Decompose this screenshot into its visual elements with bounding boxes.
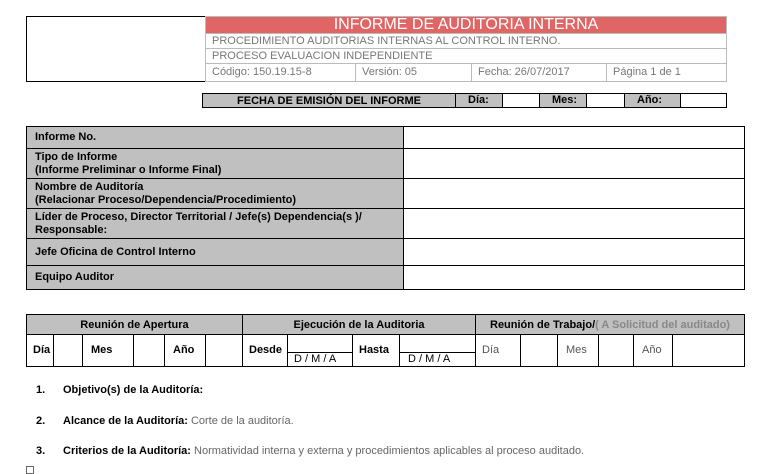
schedule-anio2-label: Año xyxy=(633,334,673,367)
info-row-jefe-field[interactable] xyxy=(403,238,745,266)
info-row-equipo-field[interactable] xyxy=(403,265,745,290)
schedule-trabajo-note: ( A Solicitud del auditado) xyxy=(595,318,730,331)
list-item-objetivo xyxy=(36,384,203,396)
schedule-anio-field[interactable] xyxy=(205,334,243,367)
schedule-dia-field[interactable] xyxy=(53,334,83,367)
header-meta-row xyxy=(205,64,727,82)
header-title: INFORME DE AUDITORIA INTERNA xyxy=(205,16,727,34)
schedule-mes2-label: Mes xyxy=(557,334,599,367)
schedule-dia2-label: Día xyxy=(475,334,521,367)
schedule-dia-label: Día xyxy=(26,334,54,367)
info-row-lider-field[interactable] xyxy=(403,208,745,239)
info-row-nombre-label: Nombre de Auditoría (Relacionar Proceso/Dependencia/Procedimiento) xyxy=(26,178,404,209)
info-row-equipo-label: Equipo Auditor xyxy=(26,265,404,290)
schedule-trabajo-header xyxy=(475,314,745,335)
schedule-desde-field[interactable] xyxy=(287,334,353,367)
header-process: PROCESO EVALUACION INDEPENDIENTE xyxy=(205,49,727,64)
schedule-mes-label: Mes xyxy=(82,334,134,367)
schedule-mes-field[interactable] xyxy=(133,334,165,367)
header-logo-box xyxy=(26,16,206,82)
emision-row xyxy=(202,93,727,108)
schedule-anio2-field[interactable] xyxy=(672,334,745,367)
info-row-informe-label: Informe No. xyxy=(26,126,404,149)
list-item-alcance xyxy=(36,415,294,427)
header-pagina: Página 1 de 1 xyxy=(613,66,681,78)
emision-label: FECHA DE EMISIÓN DEL INFORME xyxy=(202,93,456,108)
emision-anio-label: Año: xyxy=(624,93,681,108)
emision-dia-label: Día: xyxy=(455,93,503,108)
schedule-dma-desde: D / M / A xyxy=(294,353,337,365)
schedule-table xyxy=(26,314,745,367)
list-item-criterios xyxy=(36,445,584,457)
schedule-dia2-field[interactable] xyxy=(520,334,558,367)
emision-mes-field[interactable] xyxy=(586,93,625,108)
schedule-trabajo-title: Reunión de Trabajo/ xyxy=(490,318,596,331)
info-row-lider-label: Líder de Proceso, Director Territorial / Jefe(s) Dependencia(s )/ Responsable: xyxy=(26,208,404,239)
table-move-handle-icon[interactable] xyxy=(26,466,34,474)
list-value: Normatividad interna y externa y procedimientos aplicables al proceso auditado. xyxy=(190,445,585,457)
info-row-tipo-label: Tipo de Informe (Informe Preliminar o Informe Final) xyxy=(26,148,404,179)
emision-dia-field[interactable] xyxy=(502,93,540,108)
info-row-tipo-field[interactable] xyxy=(403,148,745,179)
list-num: 2. xyxy=(36,415,46,427)
schedule-dma-hasta: D / M / A xyxy=(408,353,451,365)
header-fecha: Fecha: 26/07/2017 xyxy=(472,64,607,81)
emision-mes-label: Mes: xyxy=(539,93,587,108)
info-table xyxy=(26,126,745,290)
emision-anio-field[interactable] xyxy=(680,93,727,108)
list-key: Criterios de la Auditoría: xyxy=(63,445,191,457)
schedule-hasta-field[interactable] xyxy=(399,334,476,367)
list-value: Corte de la auditoría. xyxy=(187,415,294,427)
header-codigo: Código: 150.19.15-8 xyxy=(206,64,356,81)
list-num: 3. xyxy=(36,445,46,457)
info-row-informe-field[interactable] xyxy=(403,126,745,149)
header-procedure: PROCEDIMIENTO AUDITORIAS INTERNAS AL CONTROL INTERNO. xyxy=(205,34,727,49)
schedule-ejecucion-header: Ejecución de la Auditoria xyxy=(242,314,476,335)
list-num: 1. xyxy=(36,384,46,396)
header-version: Versión: 05 xyxy=(356,64,472,81)
info-row-nombre-field[interactable] xyxy=(403,178,745,209)
list-key: Objetivo(s) de la Auditoría: xyxy=(63,384,204,396)
schedule-hasta-label: Hasta xyxy=(352,334,400,367)
list-key: Alcance de la Auditoría: xyxy=(63,415,188,427)
info-row-jefe-label: Jefe Oficina de Control Interno xyxy=(26,238,404,266)
schedule-anio-label: Año xyxy=(164,334,206,367)
schedule-desde-label: Desde xyxy=(242,334,288,367)
schedule-mes2-field[interactable] xyxy=(598,334,634,367)
schedule-apertura-header: Reunión de Apertura xyxy=(26,314,243,335)
